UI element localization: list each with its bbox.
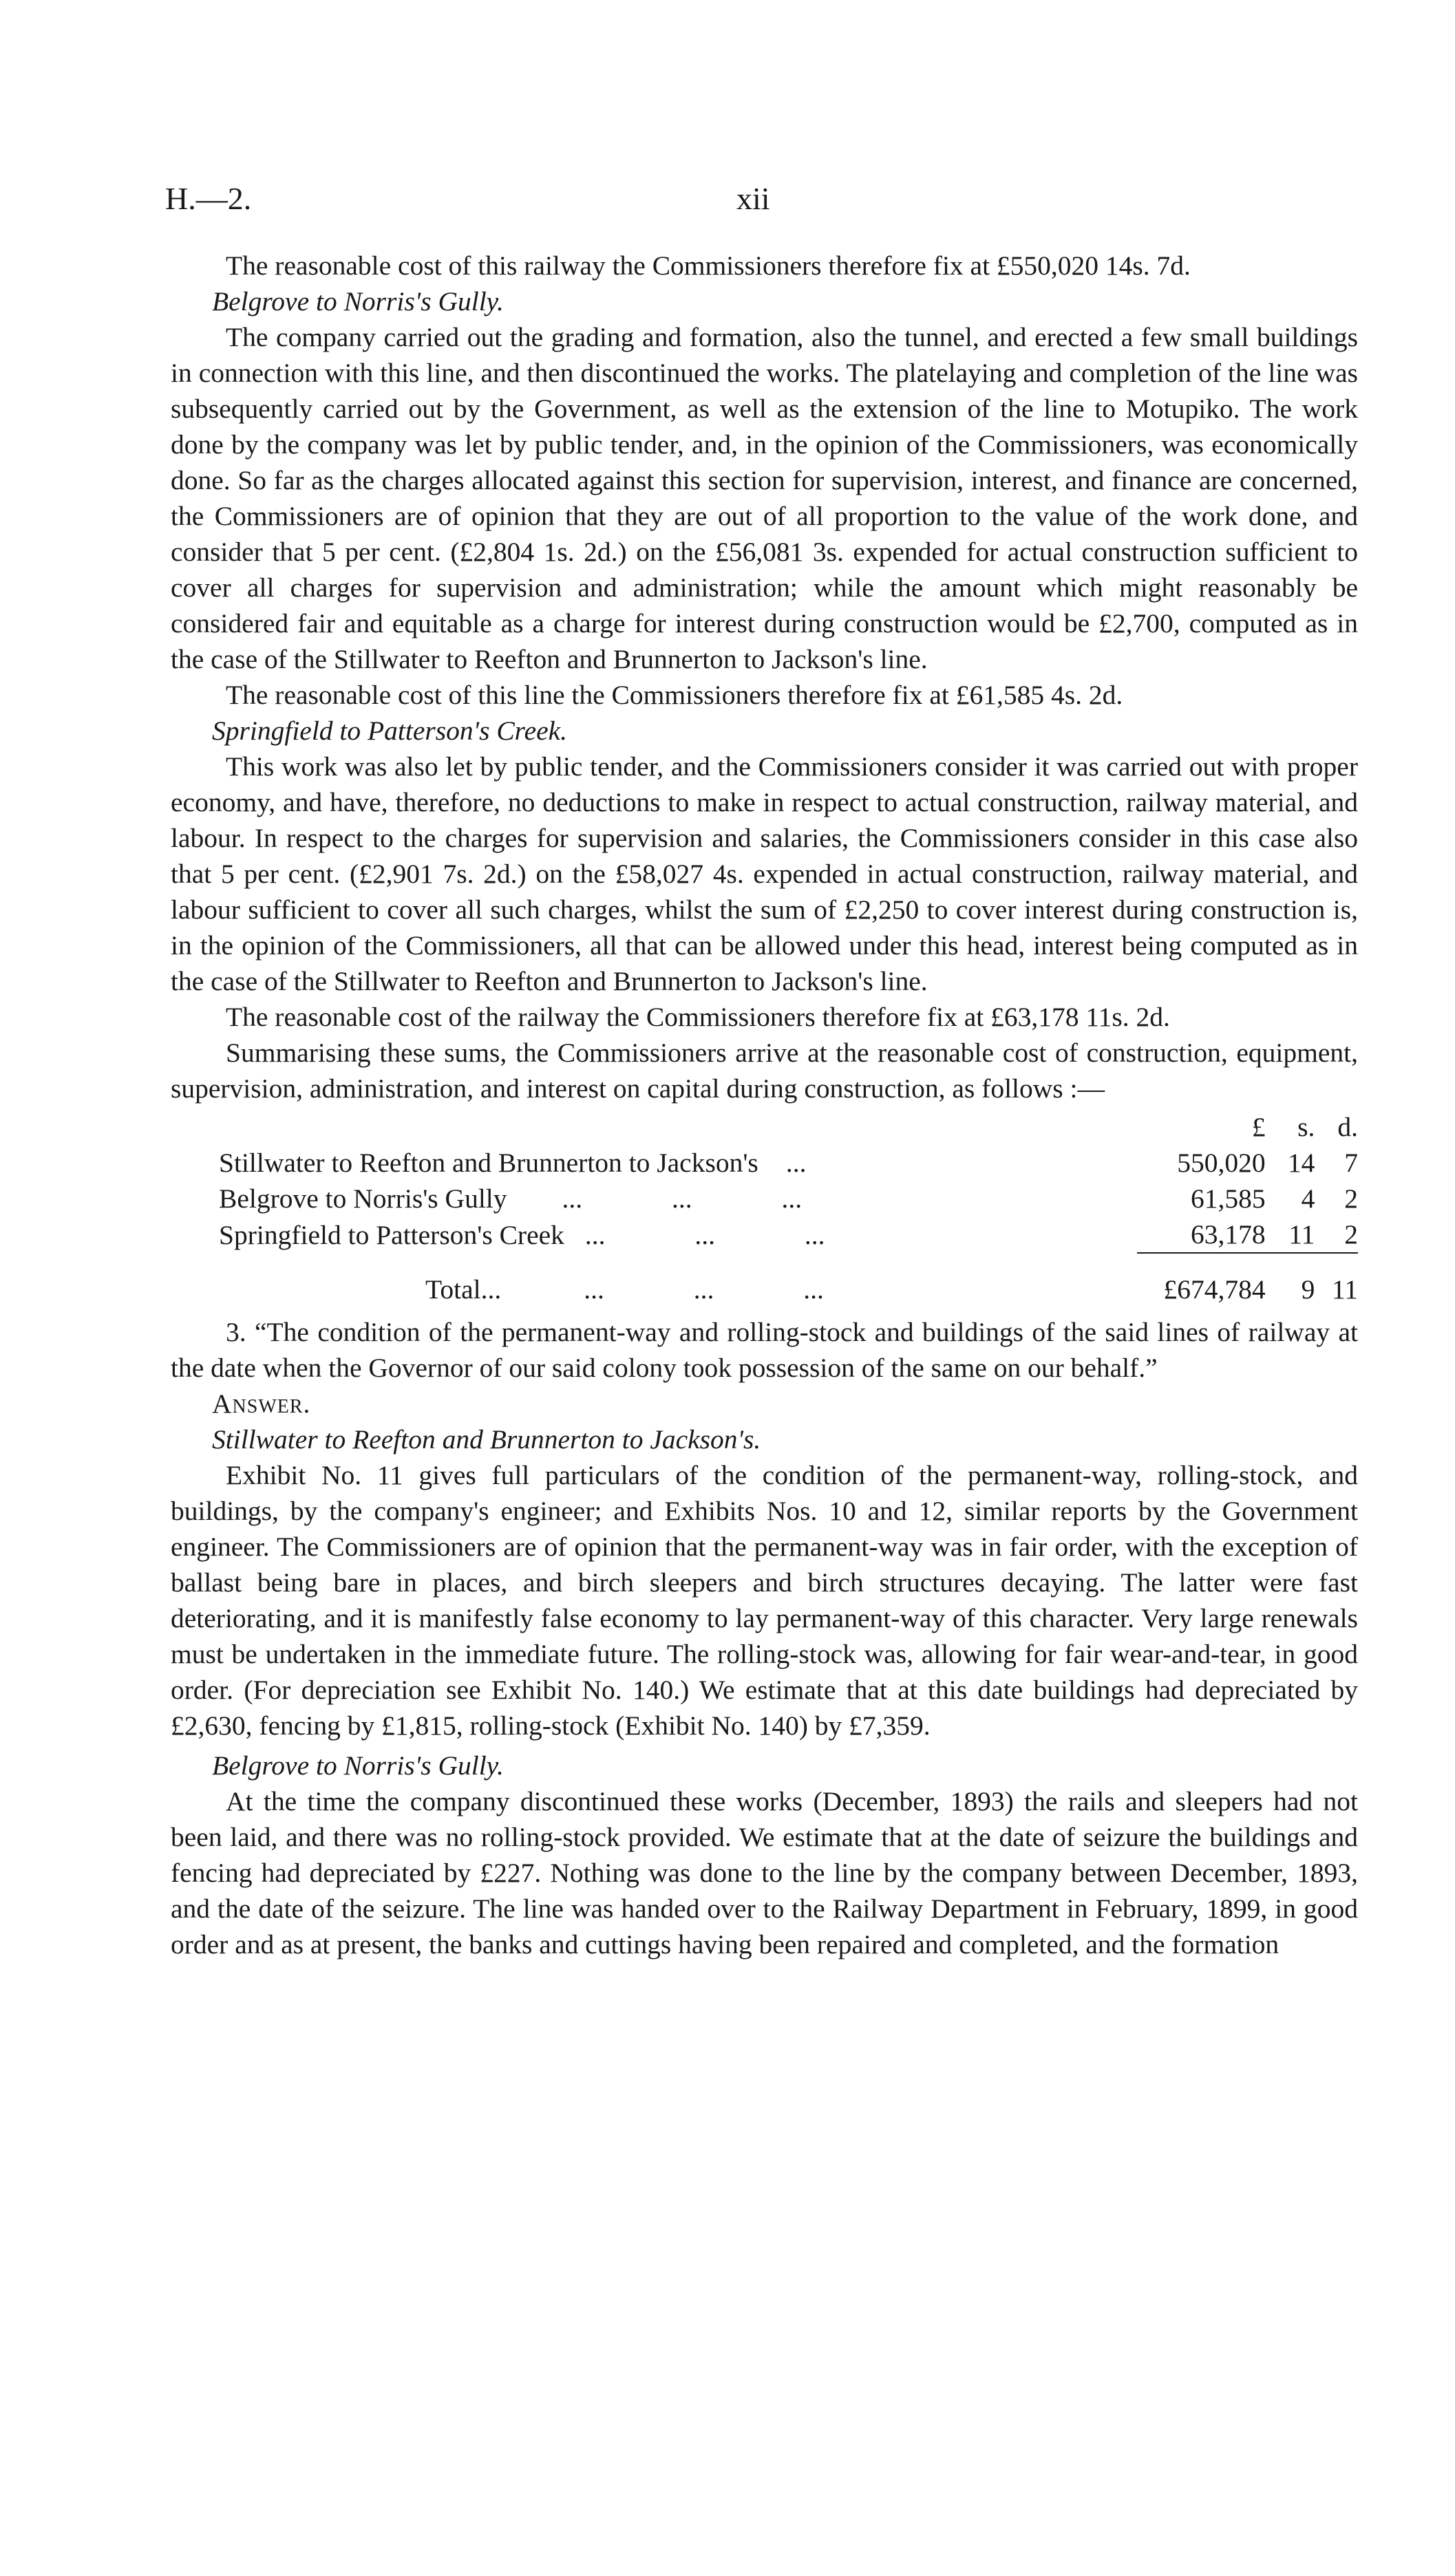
paragraph-springfield-works: This work was also let by public tender, and the Commissioners consider it was carried out with proper economy, and have, therefore, no deductions to make in respect to actual construction, railway material, and labour. In respect to the charges for supervision and salaries, the Commissioners consider in this case also that 5 per cent. (£2,901 7s. 2d.) on the £58,027 4s. expended in actual construction, railway material, and labour sufficient to cover all such charges, whilst the sum of £2,250 to cover interest during construction is, in the opinion of the Commissioners, all that can be allowed under this head, interest being computed as in the case of the Stillwater to Reefton and Brunnerton to Jackson's line. [171,751,1358,996]
document-body [171,248,1358,1962]
total-pence: 11 [1331,1274,1358,1305]
row-shillings: 14 [1287,1148,1315,1178]
shillings-header: s. [1297,1112,1315,1142]
total-shillings: 9 [1301,1274,1315,1305]
section-heading-stillwater: Stillwater to Reefton and Brunnerton to Jackson's. [212,1424,761,1455]
paragraph-stillwater-condition: Exhibit No. 11 gives full particulars of the condition of the permanent-way, rolling-stock, and buildings, by the company's engineer; and Exhibits Nos. 10 and 12, similar reports by the Government engineer. The Commissioners are of opinion that the permanent-way was in fair order, with the exception of ballast being bare in places, and birch sleepers and birch structures decaying. The latter were fast deteriorating, and it is manifestly false economy to lay permanent-way of this character. Very large renewals must be undertaken in the immediate future. The rolling-stock was, allowing for fair wear-and-tear, in good order. (For depreciation see Exhibit No. 140.) We estimate that at this date buildings had depreciated by £2,630, fencing by £1,815, rolling-stock (Exhibit No. 140) by £7,359. [171,1460,1358,1741]
table-header-row [219,1109,1358,1145]
paragraph-stillwater-cost: The reasonable cost of this railway the Commissioners therefore fix at £550,020 14s. 7d. [226,250,1191,281]
row-name: Stillwater to Reefton and Brunnerton to Jackson's ... [219,1148,807,1178]
table-row [219,1181,1358,1216]
table-row [219,1145,1358,1181]
section-heading-belgrove-condition: Belgrove to Norris's Gully. [212,1750,504,1781]
page-header [165,180,1455,222]
table-total-row [219,1271,1358,1307]
document-reference: H.—2. [165,181,252,216]
row-shillings: 4 [1301,1183,1315,1214]
paragraph-summary-intro: Summarising these sums, the Commissioners arrive at the reasonable cost of construction, equipment, supervision, administration, and interest on capital during construction, as follows :— [171,1038,1358,1104]
row-pence: 2 [1344,1183,1358,1214]
paragraph-belgrove-works: The company carried out the grading and formation, also the tunnel, and erected a few small buildings in connection with this line, and then discontinued the works. The platelaying and completion of the line was subsequently carried out by the Government, as well as the extension of the line to Motupiko. The work done by the company was let by public tender, and, in the opinion of the Commissioners, was economically done. So far as the charges allocated against this section for supervision, interest, and finance are concerned, the Commissioners are of opinion that they are out of all proportion to the value of the work done, and consider that 5 per cent. (£2,804 1s. 2d.) on the £56,081 3s. expended for actual construction sufficient to cover all charges for supervision and administration; while the amount which might reasonably be considered fair and equitable as a charge for interest during construction would be £2,700, computed as in the case of the Stillwater to Reefton and Brunnerton to Jackson's line. [171,322,1358,674]
section-heading-belgrove: Belgrove to Norris's Gully. [212,286,504,316]
row-name: Springfield to Patterson's Creek ... ... ... [219,1219,825,1250]
row-pounds: 550,020 [1177,1148,1266,1178]
section-heading-springfield: Springfield to Patterson's Creek. [212,716,568,746]
cost-summary-table [219,1109,1358,1307]
row-pounds: 63,178 [1191,1219,1266,1249]
page-number: xii [736,181,770,216]
row-name: Belgrove to Norris's Gully ... ... ... [219,1183,803,1214]
total-label: Total... ... ... ... [425,1274,824,1305]
table-row [219,1216,1358,1253]
total-pounds: £674,784 [1163,1274,1266,1305]
row-pence: 2 [1344,1219,1358,1249]
row-shillings: 11 [1288,1219,1315,1249]
paragraph-belgrove-cost: The reasonable cost of this line the Commissioners therefore fix at £61,585 4s. 2d. [226,680,1123,710]
total-rule [1137,1253,1265,1271]
paragraph-springfield-cost: The reasonable cost of the railway the Commissioners therefore fix at £63,178 11s. 2d. [226,1002,1170,1032]
pounds-header: £ [1251,1112,1266,1142]
row-pence: 7 [1344,1148,1358,1178]
total-rule-row [219,1253,1358,1271]
paragraph-belgrove-condition: At the time the company discontinued these works (December, 1893) the rails and sleepers had not been laid, and there was no rolling-stock provided. We estimate that at the date of seizure the buildings and fencing had depreciated by £227. Nothing was done to the line by the company between December, 1893, and the date of the seizure. The line was handed over to the Railway Department in February, 1899, in good order and as at present, the banks and cuttings having been repaired and completed, and the formation [171,1786,1358,1960]
answer-heading: Answer. [212,1388,311,1419]
paragraph-question-3: 3. “The condition of the permanent-way and rolling-stock and buildings of the said lines of railway at the date when the Governor of our said colony took possession of the same on our behalf.” [171,1317,1358,1383]
row-pounds: 61,585 [1191,1183,1266,1214]
pence-header: d. [1337,1112,1358,1142]
